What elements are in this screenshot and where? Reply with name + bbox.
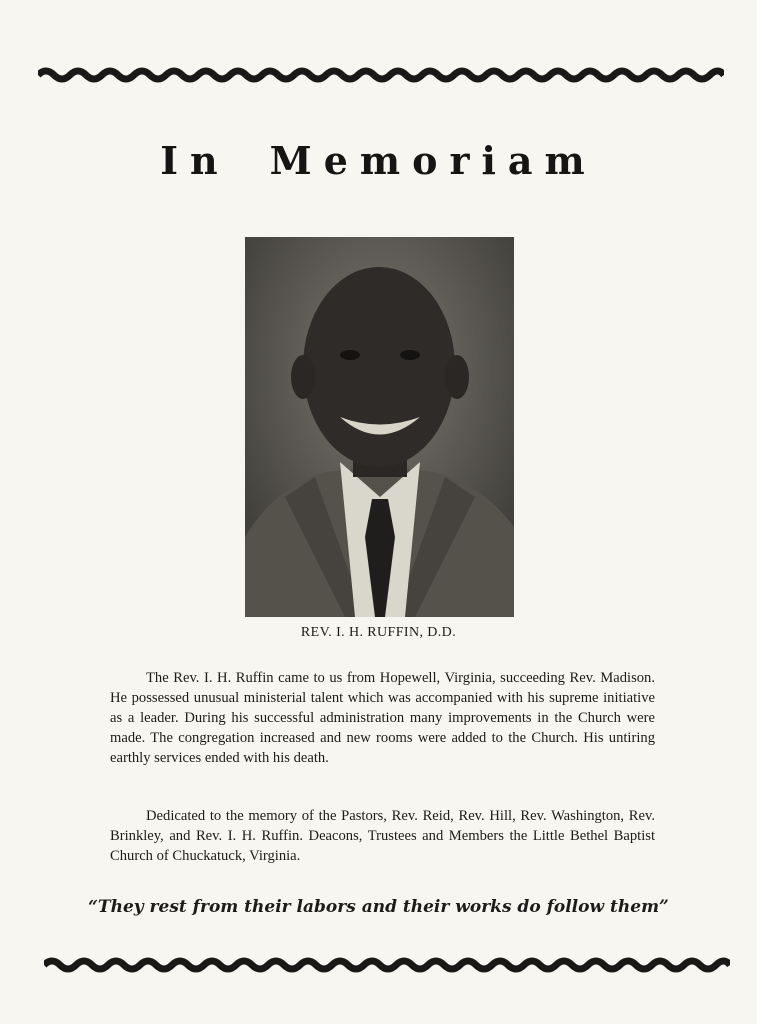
title-word-memoriam: Memoriam — [269, 138, 597, 183]
title-word-in: In — [160, 138, 230, 183]
top-wave-border — [38, 66, 724, 84]
page-title — [0, 138, 757, 183]
scripture-quote: “They rest from their labors and their works do follow them” — [88, 897, 669, 917]
biography-paragraph: The Rev. I. H. Ruffin came to us from Hopewell, Virginia, succeeding Rev. Madison. He possessed unusual ministerial talent which was accompanied with his supreme initiative as a leader. During his successful administration many improvements in the Church were made. The congregation increased and new rooms were added to the Church. His untiring earthly services ended with his death. — [110, 670, 655, 766]
portrait-photo-icon — [245, 237, 514, 617]
portrait-caption: REV. I. H. RUFFIN, D.D. — [300, 625, 457, 640]
dedication-paragraph: Dedicated to the memory of the Pastors, Rev. Reid, Rev. Hill, Rev. Washington, Rev. Brinkley, and Rev. I. H. Ruffin. Deacons, Trustees and Members the Little Bethel Baptist Church of Chuckatuck, Virginia. — [110, 808, 655, 864]
portrait-photo — [245, 237, 514, 617]
bottom-wave-border — [44, 956, 730, 974]
